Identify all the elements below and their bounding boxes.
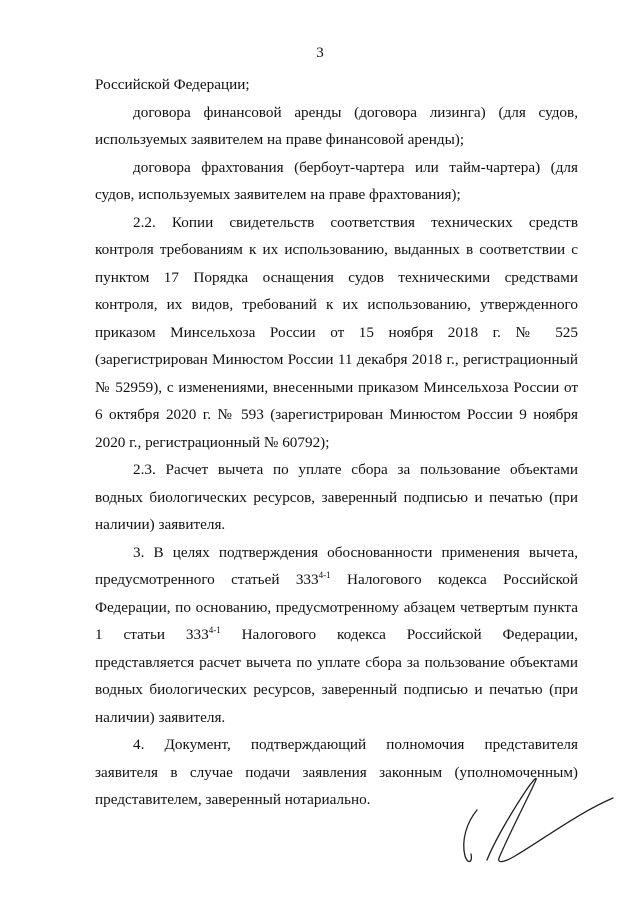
paragraph-3-text-3: Налогового кодекса Российской Федерации, представляется расчет вычета по уплате сбора за пользование объектами водных биологических ресурсов, заверенный подписью и печатью (при наличии) заявителя. (95, 626, 578, 726)
signature-stroke-1 (464, 810, 477, 862)
paragraph-3-text-2: Налогового кодекса Российской Федерации, по основанию, предусмотренному абзацем четвертым пункта 1 статьи 333 (95, 571, 579, 643)
page-number: 3 (316, 45, 324, 61)
paragraph-charter-contract: договора фрахтования (бербоут-чартера или тайм-чартера) (для судов, используемых заявителем на праве фрахтования); (95, 158, 578, 203)
paragraph-3-text-1: 3. В целях подтверждения обоснованности применения вычета, предусмотренного статьей 333 (95, 543, 578, 588)
paragraph-4: 4. Документ, подтверждающий полномочия представителя заявителя в случае подачи заявления законным (уполномоченным) представителем, заверенный нотариально. (95, 736, 578, 808)
article-superscript-2: 4-1 (208, 625, 221, 635)
article-superscript-1: 4-1 (318, 570, 331, 580)
paragraph-2-3: 2.3. Расчет вычета по уплате сбора за пользование объектами водных биологических ресурсов, заверенный подписью и печатью (при наличии) заявителя. (95, 461, 578, 533)
document-body (95, 71, 578, 814)
paragraph-leasing-contract: договора финансовой аренды (договора лизинга) (для судов, используемых заявителем на праве финансовой аренды); (95, 103, 578, 148)
signature (455, 770, 615, 870)
paragraph-3 (95, 539, 578, 732)
paragraph-2-2: 2.2. Копии свидетельств соответствия технических средств контроля требованиям к их использованию, выданных в соответствии с пунктом 17 Порядка оснащения судов техническими средствами контроля, их видов, требований к их использованию, утвержденного приказом Минсельхоза России от 15 ноября 2018 г. № 525 (зарегистрирован Минюстом России 11 декабря 2018 г., регистрационный № 52959), с изменениями, внесенными приказом Минсельхоза России от 6 октября 2020 г. № 593 (зарегистрирован Минюстом России 9 ноября 2020 г., регистрационный № 60792); (95, 213, 578, 451)
signature-stroke-2 (487, 778, 613, 861)
paragraph-continuation: Российской Федерации; (95, 76, 250, 93)
